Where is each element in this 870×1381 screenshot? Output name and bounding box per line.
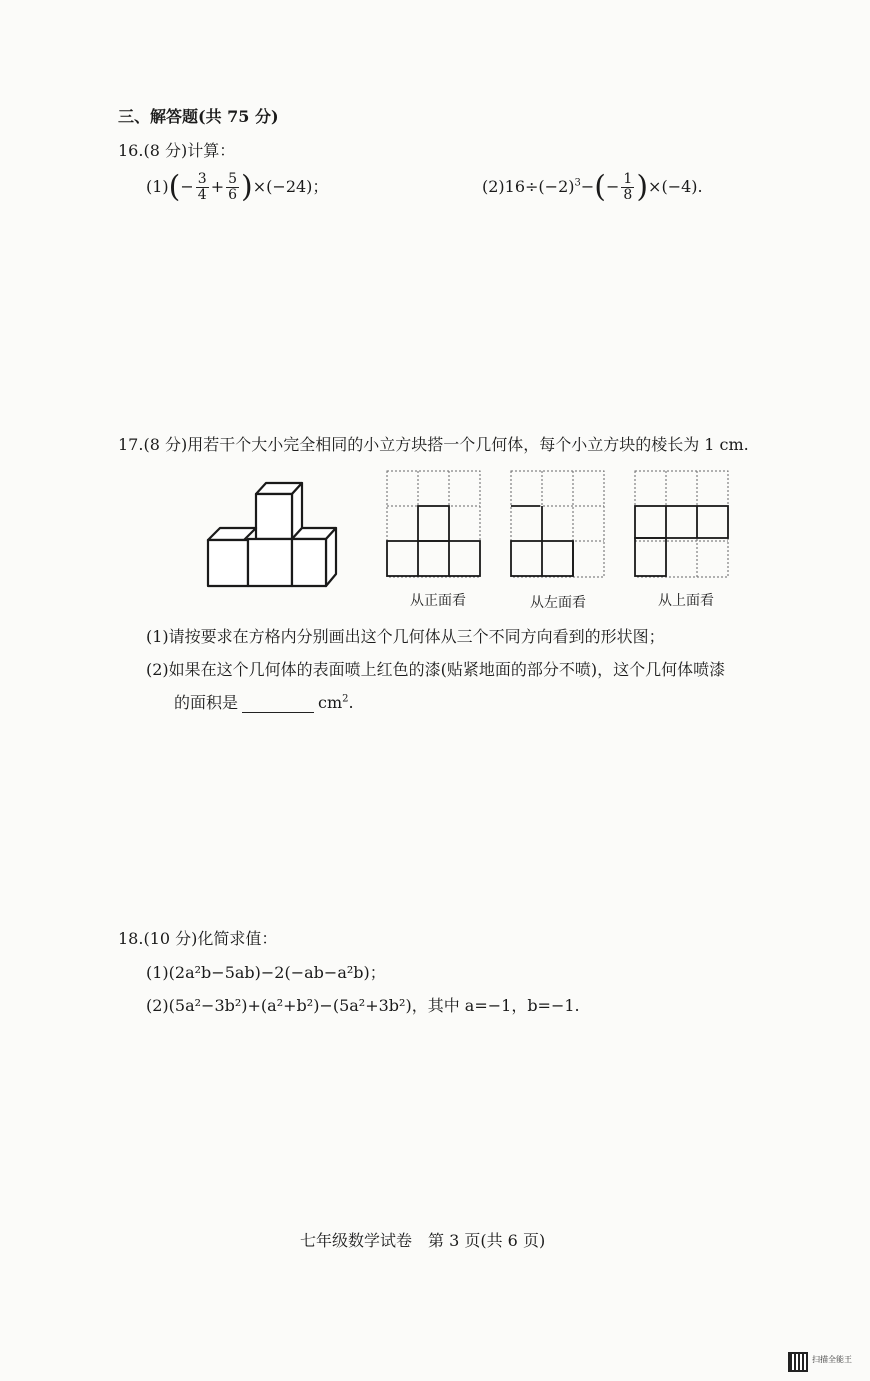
q17-part2-line2: 的面积是 $cm^2$. — [174, 693, 354, 712]
q18-stem: 18.(10 分)化简求值： — [118, 929, 278, 948]
q16-part1: (1)(− $\frac{3}{4}$ + $\frac{5}{6}$ )×(−24)； — [146, 169, 329, 205]
caption-top-view: 从上面看 — [658, 593, 714, 609]
caption-front-view: 从正面看 — [410, 593, 466, 609]
q17-part1: (1)请按要求在方格内分别画出这个几何体从三个不同方向看到的形状图； — [146, 627, 665, 646]
q16-part2: $(2)16\div(-2)^3-(-$ $\frac{1}{8}$ )×(−4). — [482, 169, 703, 205]
scanner-watermark: 扫描全能王 — [812, 1355, 852, 1364]
q16-stem: 16.(8 分)计算： — [118, 141, 236, 160]
top-view-grid[interactable] — [634, 470, 730, 580]
q17-part2-line1: (2)如果在这个几何体的表面喷上红色的漆(贴紧地面的部分不喷)，这个几何体喷漆 — [146, 660, 726, 679]
fraction: $\frac{1}{8}$ — [623, 171, 633, 203]
q18-part2: (2)(5a²−3b²)+(a²+b²)−(5a²+3b²)，其中 a=−1，b=−1. — [146, 996, 580, 1015]
answer-blank[interactable] — [242, 696, 314, 713]
left-view-grid[interactable] — [510, 470, 606, 580]
front-view-grid[interactable] — [386, 470, 482, 580]
cube-solid-figure — [200, 478, 345, 590]
page-footer: 七年级数学试卷 第 3 页(共 6 页) — [300, 1231, 546, 1250]
q18-part1: (1)(2a²b−5ab)−2(−ab−a²b)； — [146, 963, 386, 982]
qr-code-icon — [788, 1352, 808, 1372]
section-title: 三、解答题(共 75 分) — [118, 107, 279, 126]
fraction: $\frac{3}{4}$ — [197, 171, 207, 203]
q17-stem: 17.(8 分)用若干个大小完全相同的小立方块搭一个几何体，每个小立方块的棱长为 1 cm. — [118, 435, 749, 454]
caption-left-view: 从左面看 — [530, 595, 586, 611]
fraction: $\frac{5}{6}$ — [228, 171, 238, 203]
